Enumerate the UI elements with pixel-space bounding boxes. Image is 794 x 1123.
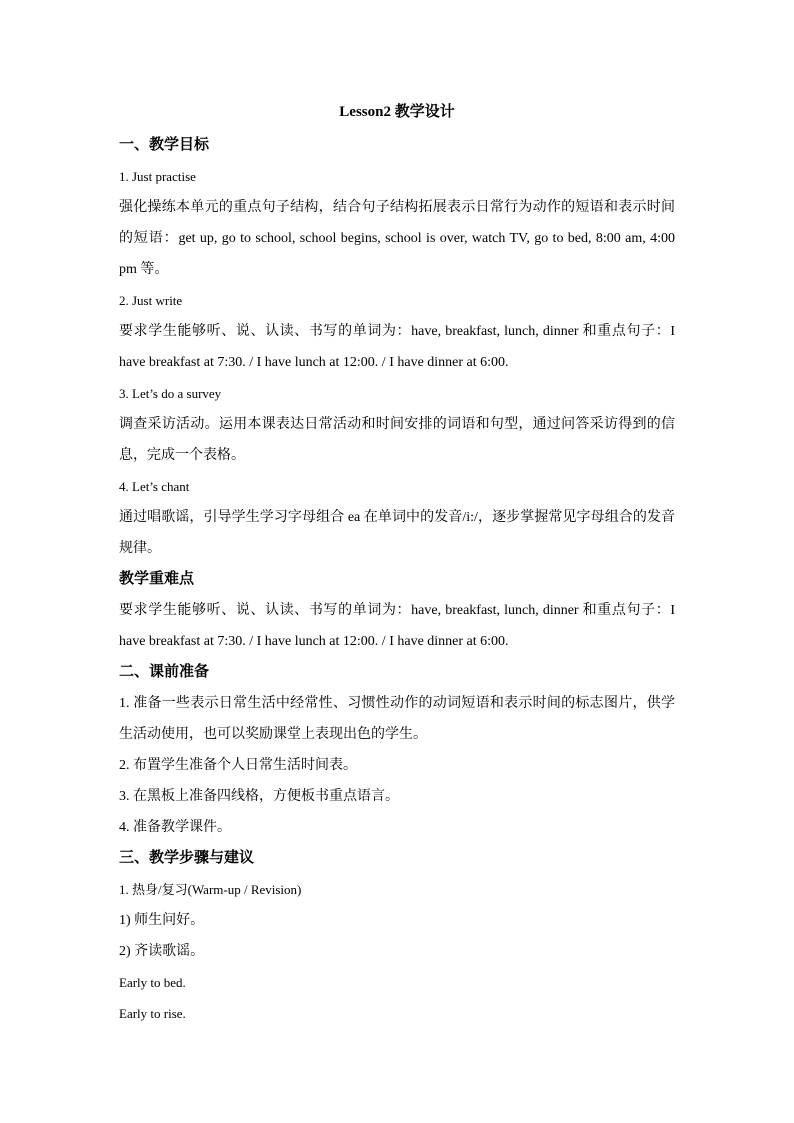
objective-4-label: 4. Let’s chant <box>119 479 190 494</box>
chant-line-2: Early to rise. <box>119 1006 186 1021</box>
preparation-item-4: 4. 准备教学课件。 <box>119 820 231 835</box>
step-line-2: 1) 师生问好。 <box>119 913 205 928</box>
objective-3-label: 3. Let’s do a survey <box>119 386 222 401</box>
preparation-item-3: 3. 在黑板上准备四线格，方便板书重点语言。 <box>119 789 399 804</box>
objective-2-text: 要求学生能够听、说、认读、书写的单词为：have, breakfast, lunch, dinner 和重点句子：I have breakfast at 7:30. / I have lunch at 12:00. / I have dinner at 6:00. <box>119 324 675 370</box>
objective-3-text: 调查采访活动。运用本课表达日常活动和时间安排的词语和句型，通过问答采访得到的信息，完成一个表格。 <box>119 417 675 463</box>
objective-1-text: 强化操练本单元的重点句子结构，结合句子结构拓展表示日常行为动作的短语和表示时间的短语：get up, go to school, school begins, school is over, watch TV, go to bed, 8:00 am, 4:00 pm 等。 <box>119 200 675 277</box>
section-heading-steps: 三、教学步骤与建议 <box>119 850 255 866</box>
section-heading-objectives: 一、教学目标 <box>119 137 210 153</box>
preparation-item-2: 2. 布置学生准备个人日常生活时间表。 <box>119 758 357 773</box>
section-heading-keypoints: 教学重难点 <box>119 571 195 587</box>
section-heading-preparation: 二、课前准备 <box>119 664 210 680</box>
preparation-item-1: 1. 准备一些表示日常生活中经常性、习惯性动作的动词短语和表示时间的标志图片，供学生活动使用，也可以奖励课堂上表现出色的学生。 <box>119 696 675 742</box>
step-line-3: 2) 齐读歌谣。 <box>119 944 205 959</box>
document-content <box>119 100 675 1029</box>
objective-4-text: 通过唱歌谣，引导学生学习字母组合 ea 在单词中的发音/i:/，逐步掌握常见字母组合的发音规律。 <box>119 510 675 556</box>
objective-2-label: 2. Just write <box>119 293 183 308</box>
keypoints-text: 要求学生能够听、说、认读、书写的单词为：have, breakfast, lunch, dinner 和重点句子：I have breakfast at 7:30. / I have lunch at 12:00. / I have dinner at 6:00. <box>119 603 675 649</box>
chant-line-1: Early to bed. <box>119 975 186 990</box>
step-line-1: 1. 热身/复习(Warm-up / Revision) <box>119 882 302 897</box>
document-title: Lesson2 教学设计 <box>339 104 455 120</box>
objective-1-label: 1. Just practise <box>119 169 196 184</box>
